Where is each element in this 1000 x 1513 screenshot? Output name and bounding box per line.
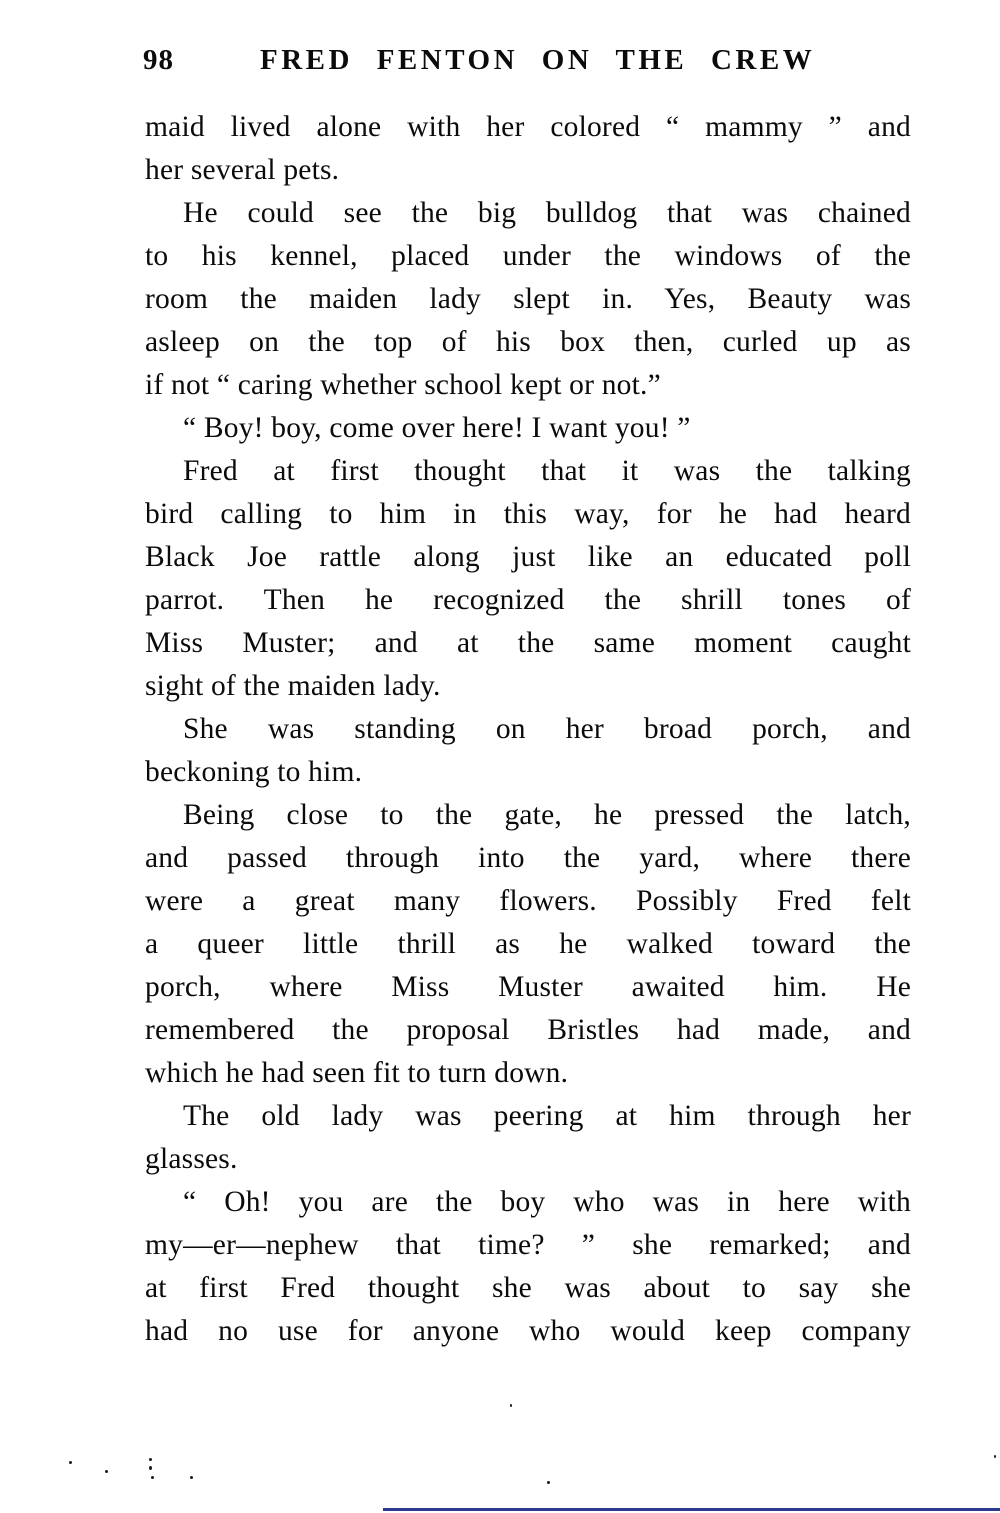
scan-speck bbox=[69, 1461, 72, 1464]
text-line: and passed through into the yard, where there bbox=[145, 842, 911, 874]
text-line: were a great many flowers. Possibly Fred felt bbox=[145, 885, 911, 917]
text-line: beckoning to him. bbox=[145, 756, 363, 788]
page-number: 98 bbox=[143, 44, 174, 76]
text-line: bird calling to him in this way, for he had heard bbox=[145, 498, 911, 530]
text-line: glasses. bbox=[145, 1143, 238, 1175]
text-line: her several pets. bbox=[145, 154, 340, 186]
text-line: if not “ caring whether school kept or not.” bbox=[145, 369, 661, 401]
text-line: to his kennel, placed under the windows of the bbox=[145, 240, 911, 272]
scan-speck bbox=[547, 1481, 550, 1484]
text-line: asleep on the top of his box then, curled up as bbox=[145, 326, 911, 358]
scan-speck bbox=[510, 1404, 512, 1407]
text-line: at first Fred thought she was about to say she bbox=[145, 1272, 911, 1304]
text-line: my—er—nephew that time? ” she remarked; and bbox=[145, 1229, 911, 1261]
scan-speck bbox=[151, 1476, 154, 1479]
body-text bbox=[145, 106, 911, 1353]
text-line: a queer little thrill as he walked toward the bbox=[145, 928, 911, 960]
scan-speck bbox=[190, 1476, 193, 1479]
chapter-title: FRED FENTON ON THE CREW bbox=[260, 44, 816, 76]
running-header bbox=[143, 44, 911, 77]
scan-speck bbox=[105, 1470, 108, 1473]
scan-edge-line bbox=[383, 1508, 1000, 1511]
text-line: parrot. Then he recognized the shrill tones of bbox=[145, 584, 911, 616]
scan-speck bbox=[149, 1458, 152, 1461]
text-line: “ Boy! boy, come over here! I want you! ” bbox=[183, 412, 691, 444]
text-line: Fred at first thought that it was the talking bbox=[183, 455, 911, 487]
text-line: remembered the proposal Bristles had made, and bbox=[145, 1014, 911, 1046]
text-line: “ Oh! you are the boy who was in here with bbox=[183, 1186, 911, 1218]
text-line: Being close to the gate, he pressed the latch, bbox=[183, 799, 911, 831]
text-line: had no use for anyone who would keep company bbox=[145, 1315, 911, 1347]
text-line: She was standing on her broad porch, and bbox=[183, 713, 911, 745]
text-line: which he had seen fit to turn down. bbox=[145, 1057, 569, 1089]
text-line: Miss Muster; and at the same moment caught bbox=[145, 627, 911, 659]
scan-speck bbox=[149, 1466, 152, 1470]
scan-speck bbox=[994, 1455, 996, 1458]
text-line: room the maiden lady slept in. Yes, Beauty was bbox=[145, 283, 911, 315]
text-line: Black Joe rattle along just like an educated poll bbox=[145, 541, 911, 573]
text-line: He could see the big bulldog that was chained bbox=[183, 197, 911, 229]
text-line: maid lived alone with her colored “ mammy ” and bbox=[145, 111, 911, 143]
text-line: porch, where Miss Muster awaited him. He bbox=[145, 971, 911, 1003]
text-line: sight of the maiden lady. bbox=[145, 670, 441, 702]
text-line: The old lady was peering at him through her bbox=[183, 1100, 911, 1132]
